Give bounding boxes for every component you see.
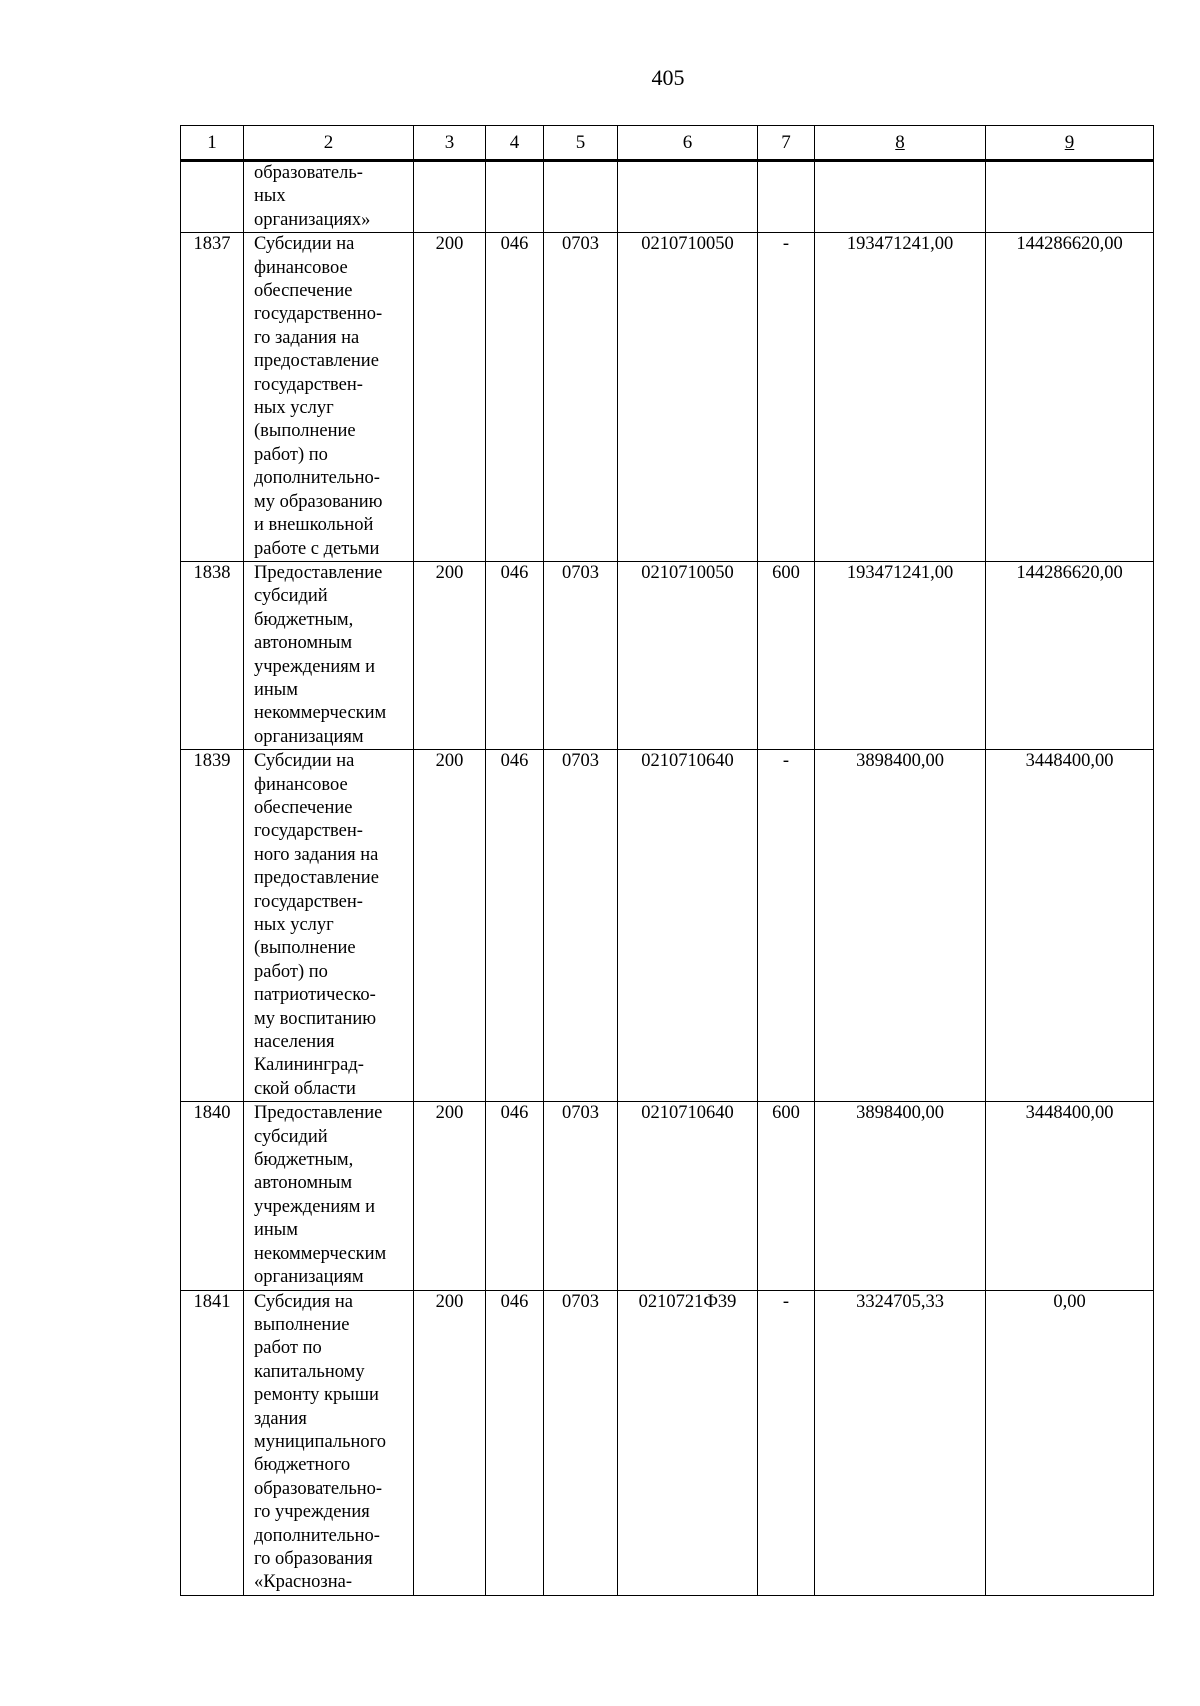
name-line: Предоставление xyxy=(254,562,383,583)
header-label: 9 xyxy=(1064,131,1075,153)
continuation-row xyxy=(181,161,1154,233)
name-line: ской области xyxy=(254,1078,356,1099)
cell-c3: 200 xyxy=(414,233,486,562)
name-line: учреждениям и xyxy=(254,656,375,677)
cell-c6 xyxy=(618,161,758,233)
name-line: му образованию xyxy=(254,491,383,512)
name-line: предоставление xyxy=(254,868,379,889)
name-line: работ) по xyxy=(254,444,328,465)
name-line: здания xyxy=(254,1408,307,1429)
cell-c4: 046 xyxy=(486,233,544,562)
name-line: Калининград- xyxy=(254,1055,364,1076)
name-line: патриотическо- xyxy=(254,985,376,1006)
cell-name xyxy=(244,1290,414,1595)
cell-num: 1840 xyxy=(181,1102,244,1290)
cell-c6: 0210710050 xyxy=(618,233,758,562)
cell-c9 xyxy=(986,161,1154,233)
name-line: ных услуг xyxy=(254,398,334,419)
name-line: работ) по xyxy=(254,961,328,982)
cell-c6: 0210710640 xyxy=(618,1102,758,1290)
name-line: обеспечение xyxy=(254,281,353,302)
cell-name xyxy=(244,233,414,562)
cell-c8 xyxy=(815,161,986,233)
cell-num: 1837 xyxy=(181,233,244,562)
name-line: некоммерческим xyxy=(254,703,387,724)
header-cell: 6 xyxy=(618,126,758,161)
name-line: организациях» xyxy=(254,209,371,230)
cell-c4: 046 xyxy=(486,561,544,749)
name-line: организациям xyxy=(254,1267,364,1288)
name-line: капитальному xyxy=(254,1361,365,1382)
cell-c5: 0703 xyxy=(544,1290,618,1595)
name-line: ремонту крыши xyxy=(254,1385,379,1406)
header-cell xyxy=(815,126,986,161)
name-line: государствен- xyxy=(254,891,363,912)
cell-c3 xyxy=(414,161,486,233)
cell-c4 xyxy=(486,161,544,233)
cell-c4: 046 xyxy=(486,1290,544,1595)
cell-c5: 0703 xyxy=(544,561,618,749)
cell-c7: 600 xyxy=(758,561,815,749)
cell-c3: 200 xyxy=(414,1290,486,1595)
cell-c7: - xyxy=(758,1290,815,1595)
name-line: государственно- xyxy=(254,304,383,325)
name-line: дополнительно- xyxy=(254,468,380,489)
header-cell: 4 xyxy=(486,126,544,161)
cell-c6: 0210710050 xyxy=(618,561,758,749)
name-line: «Краснозна- xyxy=(254,1572,352,1593)
cell-name xyxy=(244,1102,414,1290)
name-line: субсидий xyxy=(254,1126,328,1147)
cell-c5: 0703 xyxy=(544,233,618,562)
name-line: бюджетным, xyxy=(254,1150,354,1171)
name-line: государствен- xyxy=(254,821,363,842)
header-cell: 1 xyxy=(181,126,244,161)
cell-num xyxy=(181,161,244,233)
cell-c7: - xyxy=(758,750,815,1102)
header-cell xyxy=(986,126,1154,161)
name-line: финансовое xyxy=(254,257,348,278)
name-line: работ по xyxy=(254,1338,322,1359)
cell-num: 1838 xyxy=(181,561,244,749)
cell-c9: 144286620,00 xyxy=(986,233,1154,562)
cell-c4: 046 xyxy=(486,1102,544,1290)
cell-c6: 0210710640 xyxy=(618,750,758,1102)
name-line: му воспитанию xyxy=(254,1008,377,1029)
cell-c7: - xyxy=(758,233,815,562)
cell-c8: 3898400,00 xyxy=(815,1102,986,1290)
header-label: 8 xyxy=(895,131,905,153)
header-cell: 2 xyxy=(244,126,414,161)
name-line: выполнение xyxy=(254,1314,350,1335)
name-line: учреждениям и xyxy=(254,1196,375,1217)
name-line: го задания на xyxy=(254,327,360,348)
cell-c6: 0210721Ф39 xyxy=(618,1290,758,1595)
name-line: (выполнение xyxy=(254,938,356,959)
cell-c8: 193471241,00 xyxy=(815,561,986,749)
name-line: ных xyxy=(254,186,286,207)
table-row xyxy=(181,233,1154,562)
cell-num: 1841 xyxy=(181,1290,244,1595)
header-cell: 5 xyxy=(544,126,618,161)
table-row xyxy=(181,561,1154,749)
name-line: Субсидия на xyxy=(254,1291,353,1312)
cell-c5 xyxy=(544,161,618,233)
name-line: бюджетным, xyxy=(254,609,354,630)
name-line: работе с детьми xyxy=(254,538,380,559)
name-line: дополнительно- xyxy=(254,1525,380,1546)
name-line: ного задания на xyxy=(254,844,379,865)
cell-c8: 3898400,00 xyxy=(815,750,986,1102)
name-line: иным xyxy=(254,1220,298,1241)
header-row xyxy=(181,126,1154,161)
name-line: образователь- xyxy=(254,163,363,183)
name-line: иным xyxy=(254,679,298,700)
cell-c3: 200 xyxy=(414,1102,486,1290)
cell-c8: 3324705,33 xyxy=(815,1290,986,1595)
cell-c5: 0703 xyxy=(544,1102,618,1290)
table-row xyxy=(181,1102,1154,1290)
name-line: образовательно- xyxy=(254,1478,383,1499)
name-line: бюджетного xyxy=(254,1455,351,1476)
cell-name xyxy=(244,161,414,233)
table-row xyxy=(181,750,1154,1102)
name-line: населения xyxy=(254,1032,335,1053)
name-line: субсидий xyxy=(254,586,328,607)
name-line: Предоставление xyxy=(254,1103,383,1124)
cell-name xyxy=(244,750,414,1102)
cell-c4: 046 xyxy=(486,750,544,1102)
name-line: автономным xyxy=(254,1173,353,1194)
cell-num: 1839 xyxy=(181,750,244,1102)
name-line: го образования xyxy=(254,1548,373,1569)
cell-c9: 144286620,00 xyxy=(986,561,1154,749)
cell-c5: 0703 xyxy=(544,750,618,1102)
header-cell: 7 xyxy=(758,126,815,161)
name-line: обеспечение xyxy=(254,797,353,818)
cell-name xyxy=(244,561,414,749)
cell-c8: 193471241,00 xyxy=(815,233,986,562)
table-row xyxy=(181,1290,1154,1595)
name-line: некоммерческим xyxy=(254,1243,387,1264)
header-cell: 3 xyxy=(414,126,486,161)
name-line: Субсидии на xyxy=(254,234,355,255)
cell-c9: 3448400,00 xyxy=(986,750,1154,1102)
cell-c9: 3448400,00 xyxy=(986,1102,1154,1290)
cell-c3: 200 xyxy=(414,750,486,1102)
name-line: ных услуг xyxy=(254,915,334,935)
name-line: предоставление xyxy=(254,351,379,372)
budget-table xyxy=(180,125,1154,1596)
name-line: и внешкольной xyxy=(254,515,374,536)
name-line: Субсидии на xyxy=(254,751,355,772)
cell-c9: 0,00 xyxy=(986,1290,1154,1595)
name-line: организациям xyxy=(254,726,364,747)
page-number: 405 xyxy=(651,65,685,90)
name-line: государствен- xyxy=(254,374,363,395)
cell-c7: 600 xyxy=(758,1102,815,1290)
name-line: (выполнение xyxy=(254,421,356,442)
name-line: автономным xyxy=(254,633,353,654)
cell-c7 xyxy=(758,161,815,233)
cell-c3: 200 xyxy=(414,561,486,749)
name-line: го учреждения xyxy=(254,1502,370,1523)
name-line: финансовое xyxy=(254,774,348,795)
name-line: муниципального xyxy=(254,1431,387,1452)
